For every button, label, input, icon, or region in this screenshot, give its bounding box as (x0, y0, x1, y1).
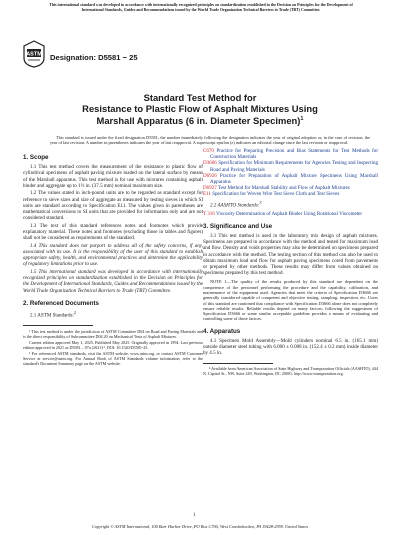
document-title (36, 92, 364, 126)
designation-intro: This standard is issued under the fixed designation D5581; the number immediately following the designation indicates the year of original adoption or, in the case of revision, the year of last revision. A number in parentheses indicates the year of last reapproval. A superscript epsilon (ε) indicates an editorial change since the last revision or reapproval. (50, 135, 370, 146)
wto-notice: This international standard was developed in accordance with internationally recognized principles on standardization established in the Decision on Principles for the Development of International Standards, Guides and Recommendations issued by the World Trade Organization Technical Barriers to Trade (TBT) Committee. (49, 3, 353, 12)
footnote-3: ³ Available from American Association of State Highway and Transportation Officials (AASHTO), 444 N. Capitol St., NW, Suite 249, Washington, DC 20001, http://www.transportation.org. (203, 366, 378, 377)
astm-logo-icon (23, 40, 45, 68)
designation: Designation: D5581 − 25 (50, 53, 138, 62)
reference-item[interactable]: D6927 Test Method for Marshall Stability and Flow of Asphalt Mixtures (203, 185, 350, 192)
footnote-1-edition: Current edition approved May 1, 2025. Published May 2025. Originally approved in 1994. Last previous edition approved in 2021 as D5581 – 07a (2021)ᵋ¹. DOI: 10.1520/D5581-25. (23, 339, 203, 350)
astm-reference-list (203, 148, 378, 198)
reference-item[interactable]: D6926 Practice for Preparation of Asphalt Mixture Specimens Using Marshall Apparatus (203, 172, 378, 186)
section-heading-referenced-documents: 2. Referenced Documents (23, 299, 99, 307)
aashto-heading: 2.2 AASHTO Standards:$^3$ (210, 199, 262, 209)
para-1-2: 1.2 The values stated in inch-pound units are to be regarded as standard except for reference to sieve sizes and size of aggregate as measured by testing sieves in which SI units are standard according to Specification E11. The values given in parentheses are mathematical conversions to SI units that are provided for information only and are not considered standard. (23, 190, 203, 222)
reference-item[interactable]: C670 Practice for Preparing Precision and Bias Statements for Test Methods for Construction Materials (203, 148, 378, 161)
title-footnote-mark: 1 (300, 116, 304, 122)
title-line-1: Standard Test Method for (143, 92, 257, 103)
section-heading-scope: 1. Scope (23, 154, 49, 161)
para-1-4: 1.4 This standard does not purport to address all of the safety concerns, if any, associated with its use. It is the responsibility of the user of this standard to establish appropriate safety, health, and environmental practices and determine the applicability of regulatory limitations prior to use. (23, 242, 203, 268)
footnotes-left (23, 329, 203, 367)
note-1: NOTE 1—The quality of the results produced by this standard are dependent on the competence of the personnel performing the procedure and the capability, calibration, and maintenance of the equipment used. Agencies that meet the criteria of Specification D3666 are generally considered capable of competent and objective testing, sampling, inspection, etc. Users of this standard are cautioned that compliance with Specification D3666 alone does not completely ensure reliable results. Reliable results depend on many factors; following the suggestions of Specification D3666 or some similar acceptable guideline provides a means of evaluating and controlling some of those factors. (203, 279, 378, 322)
para-4-1: 4.1 Specimen Mold Assembly—Mold cylinders nominal 6.5 in. (165.1 mm) outside diameter steel tubing with 6.000 ± 0.008 in. (152.4 ± 0.2 mm) inside diameter by 4.5 in. (203, 337, 378, 357)
footnote-divider (23, 325, 93, 326)
reference-item[interactable]: D3666 Specification for Minimum Requirements for Agencies Testing and Inspecting Road and Paving Materials (203, 160, 379, 173)
section-heading-significance: 3. Significance and Use (203, 222, 273, 230)
para-2-1: 2.1 ASTM Standards:$^2$ (30, 310, 76, 319)
svg-text:ASTM: ASTM (26, 51, 42, 58)
para-1-3: 1.3 The text of this standard references notes and footnotes which provide explanatory material. These notes and footnotes (excluding those in tables and figures) shall not be considered as requirements of the standard. (23, 222, 203, 242)
footnote-2: ² For referenced ASTM standards, visit the ASTM website, www.astm.org, or contact ASTM Customer Service at service@astm.org. For Annual Book of ASTM Standards volume information, refer to the standard's Document Summary page on the ASTM website. (23, 351, 203, 367)
para-3-1: 3.1 This test method is used in the laboratory mix design of asphalt mixtures. Specimens are prepared in accordance with the method and tested for maximum load and flow. Density and voids properties may also be determined on specimens prepared in accordance with the method. The testing section of this method can also be used to obtain maximum load and flow for asphalt paving specimens cored from pavements or prepared by other methods. These results may differ from values obtained on specimens prepared by this test method. (203, 232, 378, 277)
page-number: 1 (193, 513, 196, 518)
copyright-line: Copyright © ASTM International, 100 Barr Harbor Drive, PO Box C700, West Conshohocken, PA 19428-2959. United States (91, 524, 309, 529)
footnote-1: ¹ This test method is under the jurisdiction of ASTM Committee D04 on Road and Paving Materials and is the direct responsibility of Subcommittee D04.20 on Mechanical Tests of Asphalt Mixtures. (23, 328, 203, 339)
right-column (203, 148, 378, 378)
para-1-1: 1.1 This test method covers the measurement of the resistance to plastic flow of cylindrical specimens of asphalt paving mixture loaded on the lateral surface by means of the Marshall apparatus. This test method is for use with mixtures containing asphalt binder and aggregate up to 1½ in. (37.5 mm) nominal maximum size. (23, 164, 203, 189)
footnote-divider (203, 363, 273, 364)
left-column (23, 148, 203, 368)
footnotes-right (203, 366, 378, 376)
title-line-3: Marshall Apparatus (6 in. Diameter Specimen)$^1$ (96, 115, 304, 127)
title-line-2: Resistance to Plastic Flow of Asphalt Mixtures Using (82, 103, 318, 114)
section-heading-apparatus: 4. Apparatus (203, 327, 241, 335)
reference-item[interactable]: E11 Specification for Woven Wire Test Sieve Cloth and Test Sieves (203, 191, 340, 198)
para-1-5: 1.5 This international standard was developed in accordance with internationally recognized principles on standardization established in the Decision on Principles for the Development of International Standards, Guides and Recommendations issued by the World Trade Organization Technical Barriers to Trade (TBT) Committee. (23, 269, 203, 294)
aashto-reference-item[interactable]: T 316 Viscosity Determination of Asphalt Binder Using Rotational Viscometer (203, 210, 363, 217)
